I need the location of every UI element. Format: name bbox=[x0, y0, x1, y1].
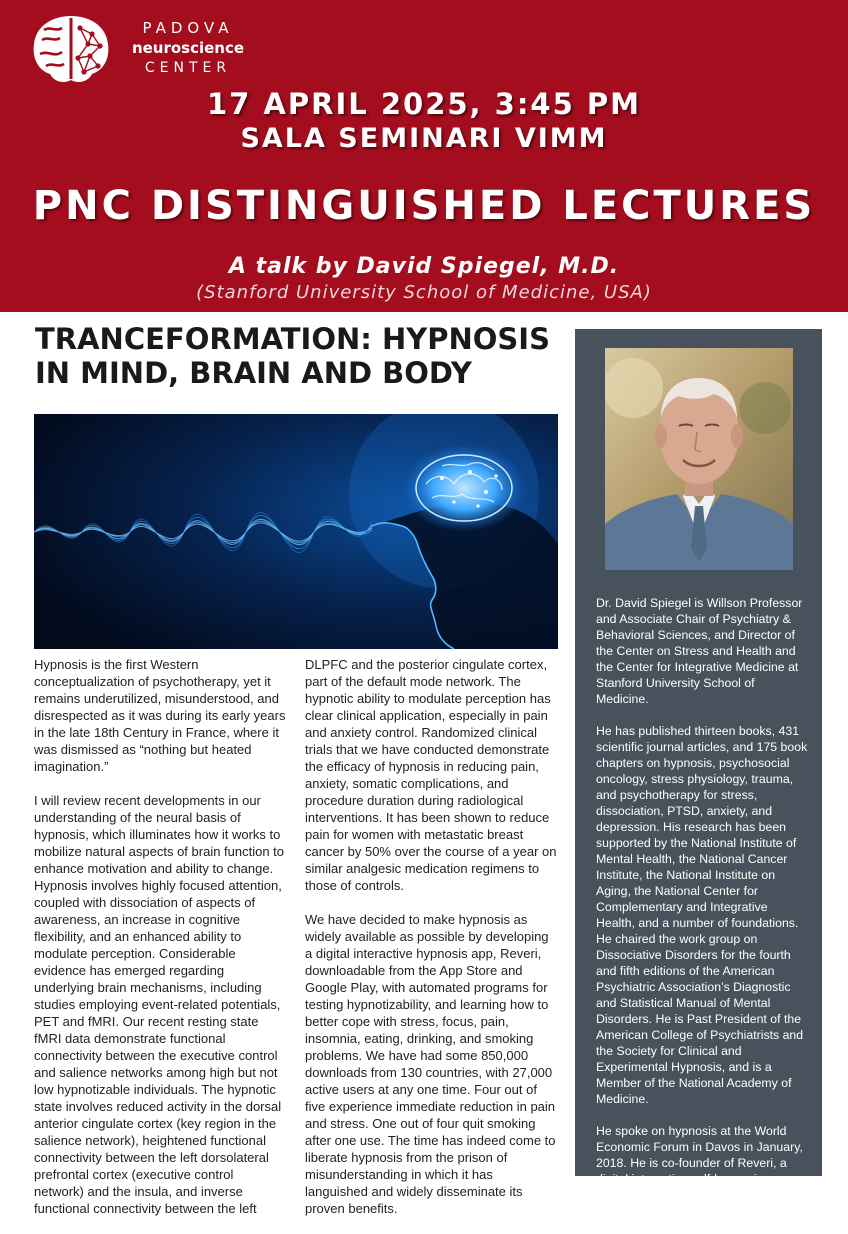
abstract-paragraph: We have decided to make hypnosis as widely available as possible by developing a digital interactive hypnosis app, Reveri, downloadable from the App Store and Google Play, with automated programs for testing hypnotizability, and learning how to better cope with stress, focus, pain, insomnia, eating, drinking, and smoking problems. We have had some 850,000 downloads from 130 countries, with 27,000 active users at any one time. Four out of five experience immediate reduction in pain and stress. One out of four quit smoking after one use. The time has indeed come to liberate hypnosis from the prison of misunderstanding in which it has languished and widely disseminate its proven benefits. bbox=[305, 912, 556, 1216]
speaker-sidebar bbox=[575, 329, 822, 1186]
abstract-paragraph: Hypnosis is the first Western conceptualization of psychotherapy, yet it remains underutilized, misunderstood, and disrespected as it was during its early years in the late 18th Century in France, where it was dismissed as “nothing but heated imagination.” bbox=[34, 657, 286, 774]
bio-paragraph: He has published thirteen books, 431 scientific journal articles, and 175 book chapters on hypnosis, psychosocial oncology, stress physiology, trauma, and psychotherapy for stress, dissociation, PTSD, anxiety, and depression. His research has been supported by the National Institute of Mental Health, the National Cancer Institute, the National Institute on Aging, the National Center for Complementary and Integrative Health, and a number of foundations. He chaired the work group on Dissociative Disorders for the fourth and fifth editions of the American Psychiatric Association’s Diagnostic and Statistical Manual of Mental Disorders. He is Past President of the American College of Psychiatrists and the Society for Clinical and Experimental Hypnosis, and is a Member of the National Academy of Medicine. bbox=[596, 724, 808, 1106]
logo-neuroscience: neuroscience bbox=[131, 39, 245, 57]
abstract-column-left bbox=[34, 656, 286, 1234]
lecture-series-title: PNC DISTINGUISHED LECTURES bbox=[32, 183, 816, 229]
brain-logo-icon bbox=[28, 12, 114, 86]
logo-wordmark bbox=[118, 18, 258, 78]
speaker-portrait bbox=[605, 348, 793, 570]
speaker-line: A talk by David Spiegel, M.D. bbox=[228, 254, 620, 279]
bio-paragraph: He spoke on hypnosis at the World Economic Forum in Davos in January, 2018. He is co-founder of Reveri, a digital interactive self-hypnosis app. bbox=[596, 1124, 803, 1186]
logo-padova: PADOVA bbox=[142, 19, 234, 37]
bio-paragraph: Dr. David Spiegel is Willson Professor and Associate Chair of Psychiatry & Behavioral Sciences, and Director of the Center on Stress and Health and the Center for Integrative Medicine at Stanford University School of Medicine. bbox=[596, 596, 803, 706]
pnc-logo bbox=[28, 12, 245, 87]
abstract-paragraph: I will review recent developments in our understanding of the neural basis of hypnosis, which illuminates how it works to mobilize natural aspects of brain function to enhance motivation and ability to change. Hypnosis involves highly focused attention, coupled with dissociation of aspects of awareness, an increase in cognitive flexibility, and an enhanced ability to modulate perception. Considerable evidence has emerged regarding underlying brain mechanisms, including studies employing event-related potentials, PET and fMRI. Our recent resting state fMRI data demonstrate functional connectivity between the executive control and salience networks among high but not low hypnotizable individuals. The hypnotic state involves reduced activity in the dorsal anterior cingulate cortex (key region in the salience network), heightened functional connectivity between the left dorsolateral prefrontal cortex (executive control network) and the insula, and inverse functional connectivity between the left bbox=[34, 793, 285, 1216]
logo-center: CENTER bbox=[144, 60, 232, 76]
event-venue: SALA SEMINARI VIMM bbox=[240, 123, 608, 154]
speaker-affiliation: (Stanford University School of Medicine, USA) bbox=[196, 282, 652, 303]
abstract-column-middle bbox=[305, 656, 557, 1234]
event-date-time: 17 APRIL 2025, 3:45 PM bbox=[206, 87, 641, 121]
event-header bbox=[0, 0, 848, 312]
talk-title: TRANCEFORMATION: HYPNOSIS IN MIND, BRAIN AND BODY bbox=[35, 322, 550, 390]
hypnosis-brain-illustration bbox=[34, 414, 558, 649]
speaker-bio bbox=[596, 595, 808, 1203]
abstract-paragraph: DLPFC and the posterior cingulate cortex, part of the default mode network. The hypnotic ability to modulate perception has clear clinical application, especially in pain and anxiety control. Randomized clinical trials that we have conducted demonstrate the efficacy of hypnosis in reducing pain, anxiety, somatic complications, and procedure duration during radiological interventions. It has been shown to reduce pain for women with metastatic breast cancer by 50% over the course of a year on similar analgesic medication regimens to those of controls. bbox=[305, 657, 557, 893]
